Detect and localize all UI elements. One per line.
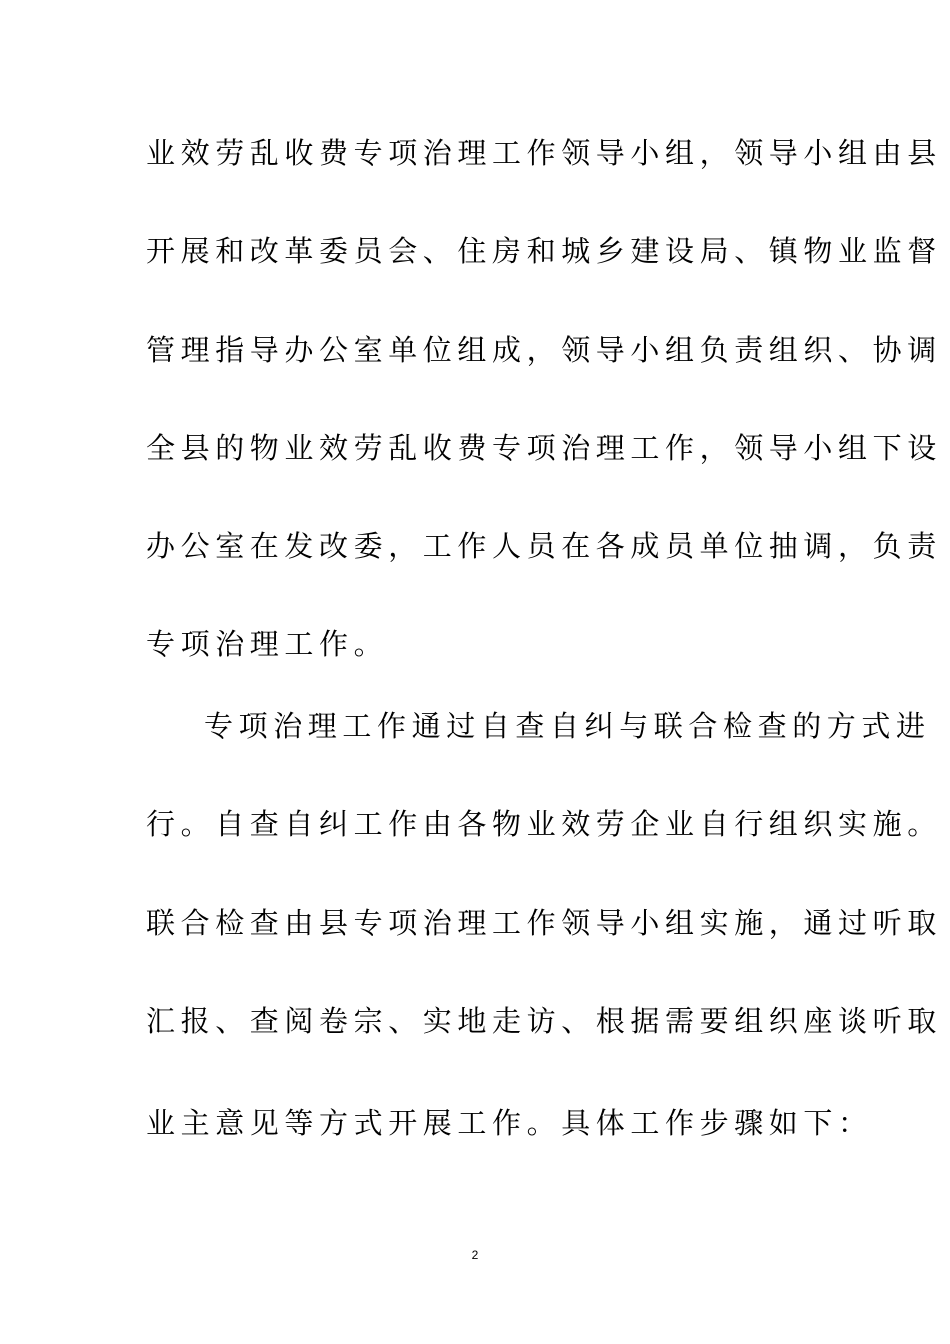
text-line: 行。自查自纠工作由各物业效劳企业自行组织实施。 [146, 807, 942, 841]
text-line: 汇报、查阅卷宗、实地走访、根据需要组织座谈听取 [146, 1004, 942, 1038]
page-number: 2 [471, 1248, 479, 1262]
text-line: 业主意见等方式开展工作。具体工作步骤如下： [146, 1106, 873, 1140]
text-line: 业效劳乱收费专项治理工作领导小组，领导小组由县 [146, 136, 942, 170]
text-line: 专项治理工作。 [146, 627, 389, 661]
text-line: 办公室在发改委，工作人员在各成员单位抽调，负责 [146, 529, 942, 563]
text-line: 专项治理工作通过自查自纠与联合检查的方式进 [204, 709, 931, 743]
text-line: 管理指导办公室单位组成，领导小组负责组织、协调 [146, 333, 942, 367]
text-line: 开展和改革委员会、住房和城乡建设局、镇物业监督 [146, 234, 942, 268]
text-line: 联合检查由县专项治理工作领导小组实施，通过听取 [146, 906, 942, 940]
text-line: 全县的物业效劳乱收费专项治理工作，领导小组下设 [146, 431, 942, 465]
